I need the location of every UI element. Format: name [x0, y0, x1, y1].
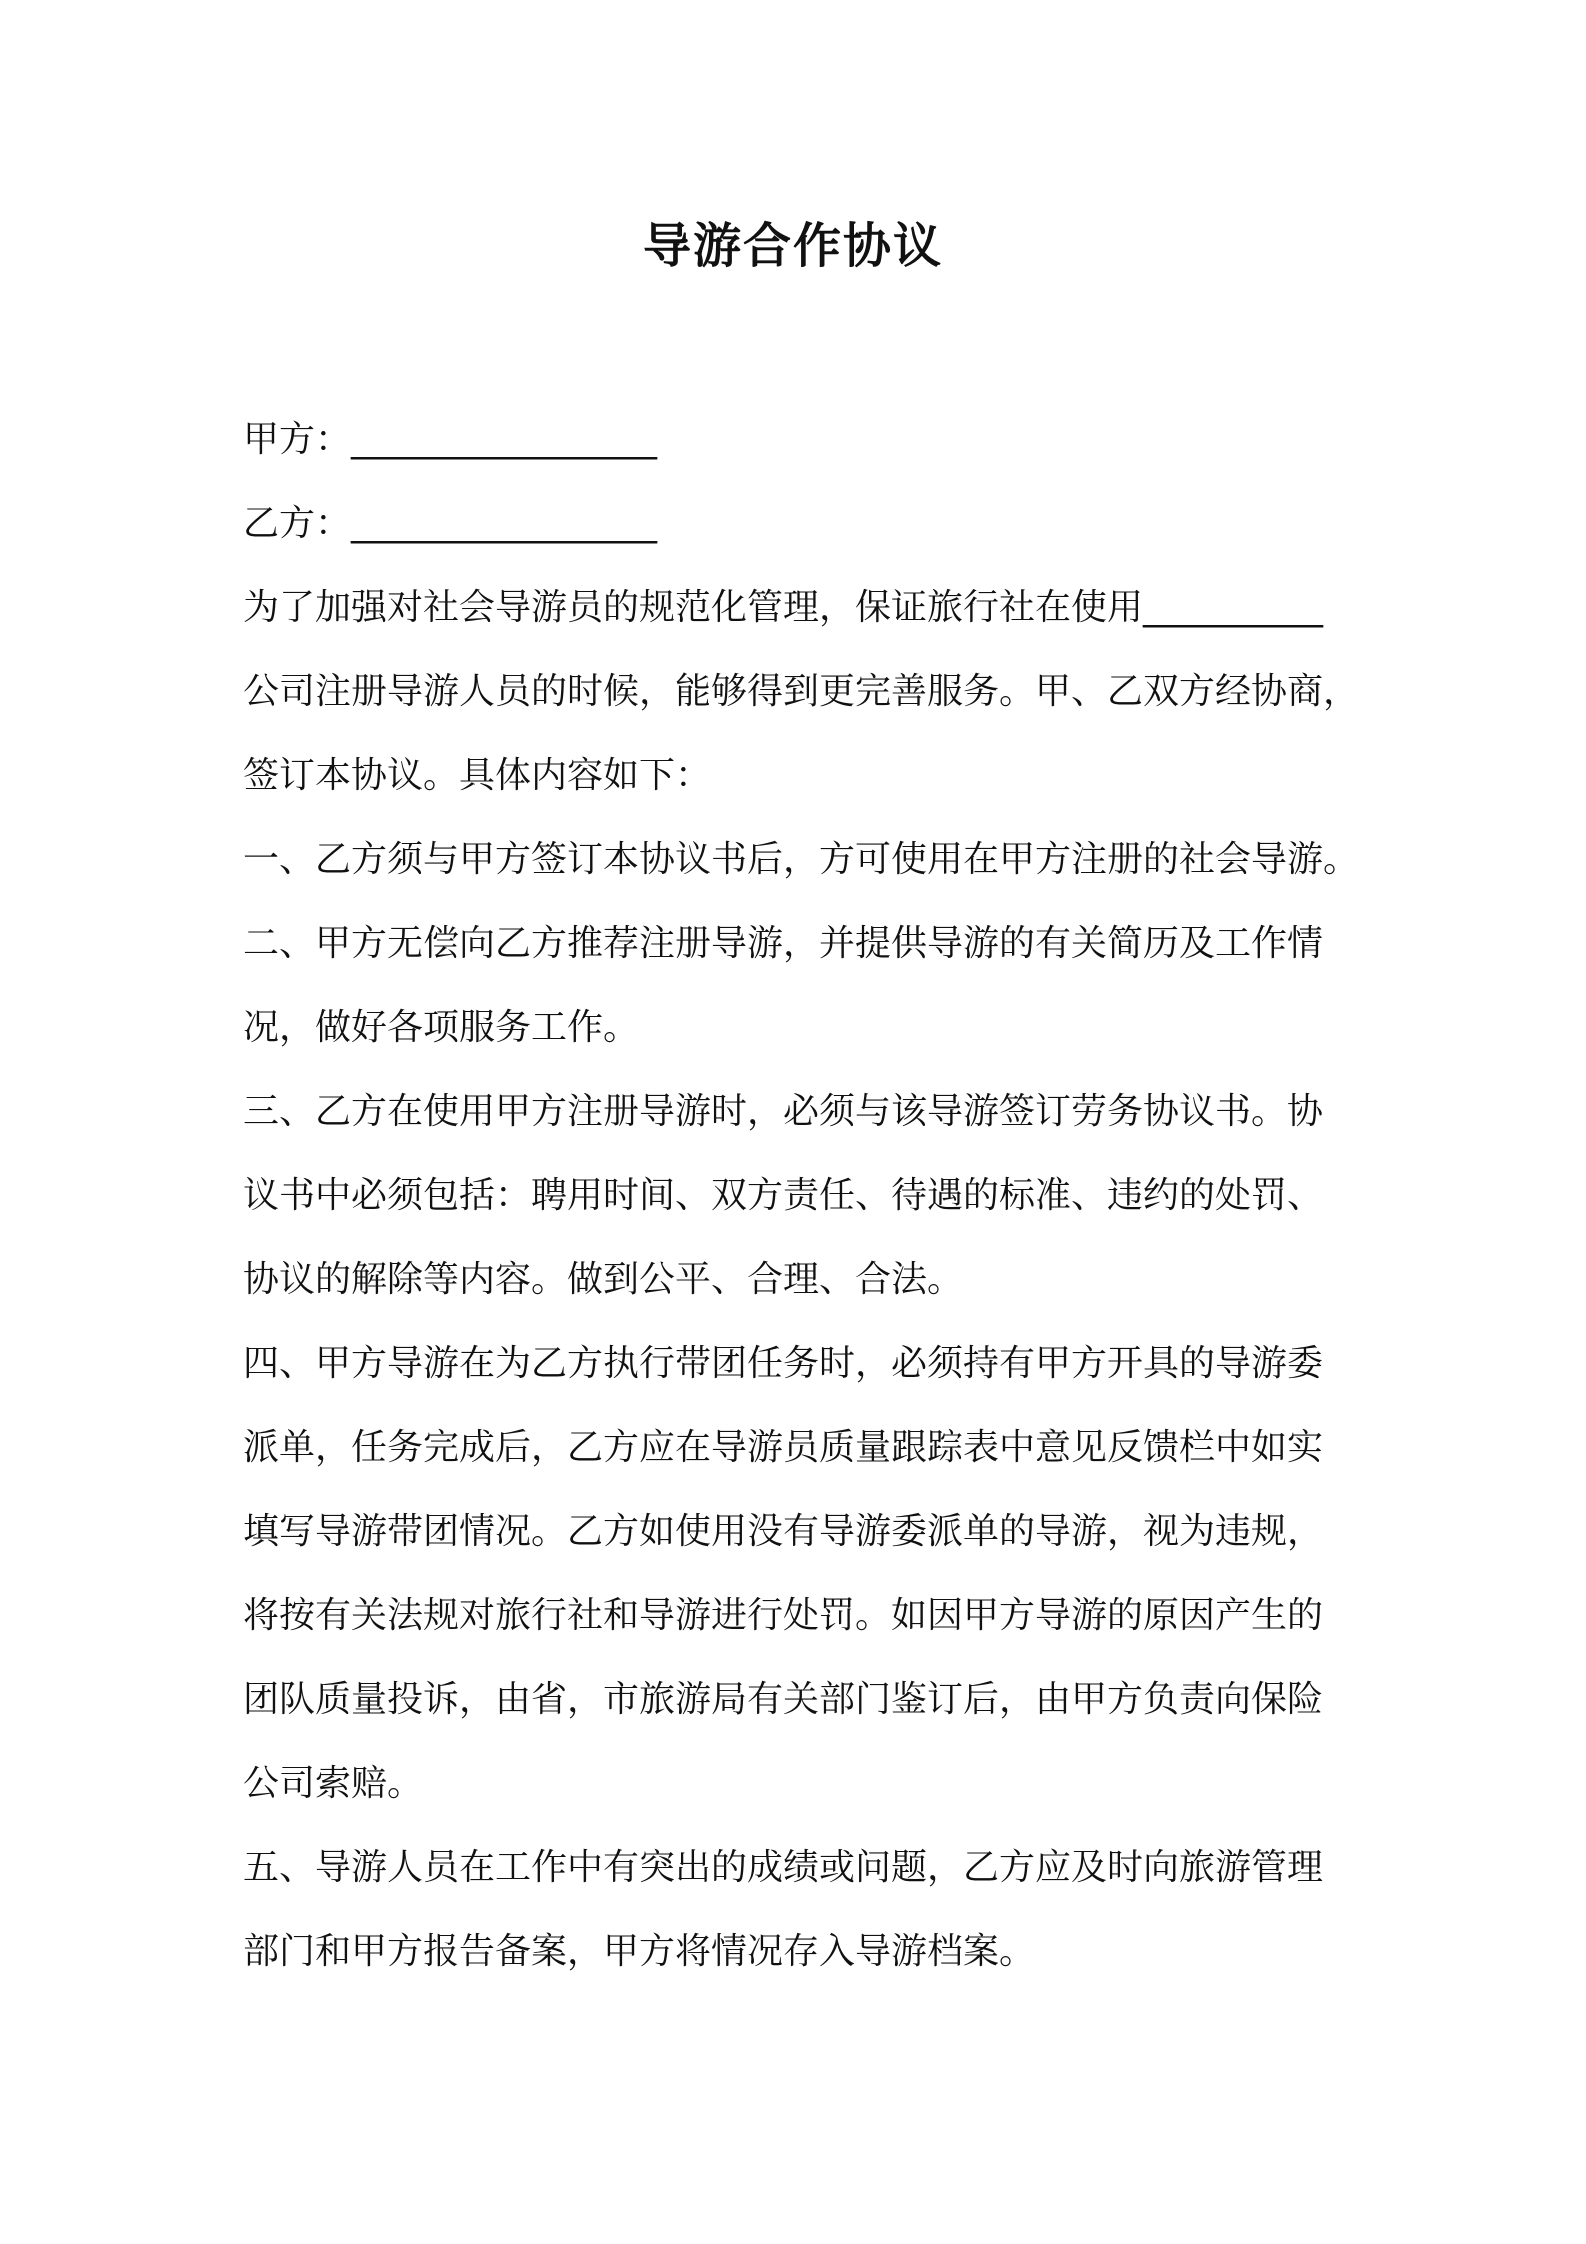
clause-4-line-1: 四、甲方导游在为乙方执行带团任务时，必须持有甲方开具的导游委 — [243, 1343, 1324, 1384]
clause-2-line-2: 况，做好各项服务工作。 — [243, 1007, 640, 1048]
clause-3-line-3: 协议的解除等内容。做到公平、合理、合法。 — [243, 1259, 964, 1300]
clause-5-line-1: 五、导游人员在工作中有突出的成绩或问题，乙方应及时向旅游管理 — [243, 1847, 1324, 1888]
clause-1-line-1: 一、乙方须与甲方签订本协议书后，方可使用在甲方注册的社会导游。 — [243, 839, 1360, 880]
clause-3-line-2: 议书中必须包括：聘用时间、双方责任、待遇的标准、违约的处罚、 — [243, 1175, 1324, 1216]
preamble-line-3: 签订本协议。具体内容如下： — [243, 755, 712, 796]
document-title: 导游合作协议 — [642, 218, 943, 274]
preamble-line-2: 公司注册导游人员的时候，能够得到更完善服务。甲、乙双方经协商， — [243, 671, 1360, 712]
party-a-line: 甲方：_________________ — [243, 419, 658, 460]
clause-4-line-2: 派单，任务完成后，乙方应在导游员质量跟踪表中意见反馈栏中如实 — [243, 1427, 1324, 1468]
clause-4-line-5: 团队质量投诉，由省，市旅游局有关部门鉴订后，由甲方负责向保险 — [243, 1679, 1324, 1720]
preamble-line-1: 为了加强对社会导游员的规范化管理，保证旅行社在使用__________ — [243, 587, 1324, 628]
party-b-line: 乙方：_________________ — [243, 503, 658, 544]
clause-2-line-1: 二、甲方无偿向乙方推荐注册导游，并提供导游的有关简历及工作情 — [243, 923, 1324, 964]
clause-4-line-4: 将按有关法规对旅行社和导游进行处罚。如因甲方导游的原因产生的 — [243, 1595, 1324, 1636]
clause-4-line-3: 填写导游带团情况。乙方如使用没有导游委派单的导游，视为违规， — [243, 1511, 1324, 1552]
document-body — [243, 398, 1358, 1994]
clause-3-line-1: 三、乙方在使用甲方注册导游时，必须与该导游签订劳务协议书。协 — [243, 1091, 1324, 1132]
clause-5-line-2: 部门和甲方报告备案，甲方将情况存入导游档案。 — [243, 1931, 1036, 1972]
clause-4-line-6: 公司索赔。 — [243, 1763, 424, 1804]
